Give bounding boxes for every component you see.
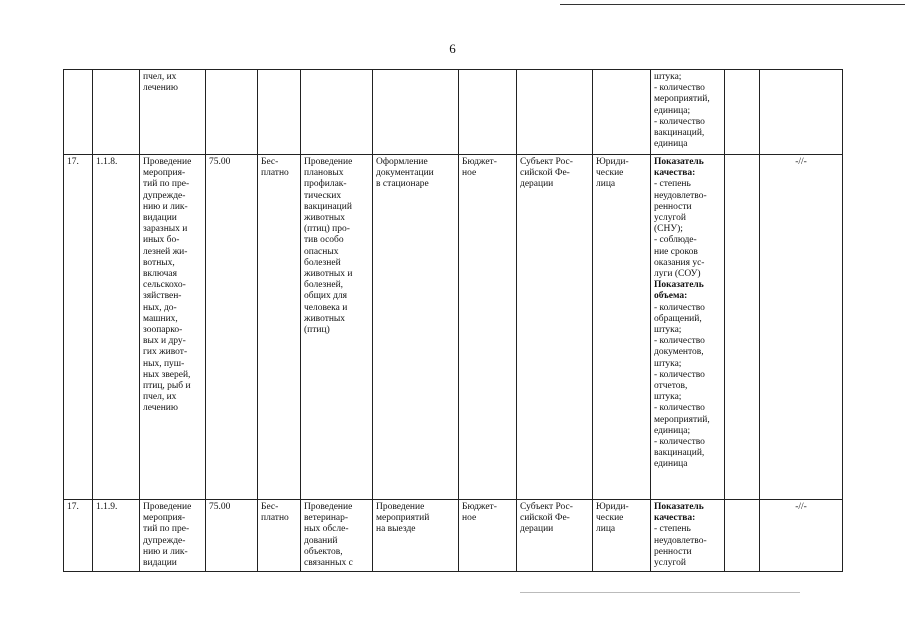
row-number: 17. xyxy=(64,155,93,500)
recipient: Юриди- ческие лица xyxy=(593,155,651,500)
table-row xyxy=(64,500,843,572)
service-name: Проведение мероприя- тий по пре- дупрежде- нию и лик- видации заразных и иных бо- лезней жи- вотных, включая сельскохо- зяйствен- ных, до- машних, зоопарко- вых и дру- гих живот- ных, пуш- ных зверей, птиц, рыб и пчел, их лечению xyxy=(140,155,206,500)
service-form: Проведение мероприятий на выезде xyxy=(373,500,459,572)
service-code: 1.1.9. xyxy=(93,500,140,572)
recipient: Юриди- ческие лица xyxy=(593,500,651,572)
service-name: пчел, их лечению xyxy=(140,70,206,155)
table-row xyxy=(64,155,843,500)
indicators: Показатель качества: - степень неудовлетво- ренности услугой (СНУ); - соблюде- ние сроков оказания ус- луги (СОУ) Показатель объема: - количество обращений, штука; - количество документов, штука; - количество отчетов, штука; - количество мероприятий, единица; - количество вакцинаций, единица xyxy=(651,155,725,500)
budget-type: Бюджет- ное xyxy=(459,155,517,500)
extra-cell xyxy=(760,70,843,155)
empty-cell xyxy=(725,500,760,572)
services-table xyxy=(63,69,843,572)
budget-type: Бюджет- ное xyxy=(459,500,517,572)
row-number xyxy=(64,70,93,155)
payment-type: Бес- платно xyxy=(258,155,301,500)
bottom-rule xyxy=(520,592,800,593)
owner xyxy=(517,70,593,155)
payment-type xyxy=(258,70,301,155)
budget-type xyxy=(459,70,517,155)
empty-cell xyxy=(725,155,760,500)
owner: Субъект Рос- сийской Фе- дерации xyxy=(517,500,593,572)
extra-cell: -//- xyxy=(760,155,843,500)
empty-cell xyxy=(725,70,760,155)
service-content xyxy=(301,70,373,155)
service-value: 75.00 xyxy=(206,155,258,500)
page-number: 6 xyxy=(449,41,456,56)
service-name: Проведение мероприя- тий по пре- дупрежде- нию и лик- видации xyxy=(140,500,206,572)
owner: Субъект Рос- сийской Фе- дерации xyxy=(517,155,593,500)
row-number: 17. xyxy=(64,500,93,572)
payment-type: Бес- платно xyxy=(258,500,301,572)
top-rule xyxy=(560,4,905,5)
recipient xyxy=(593,70,651,155)
extra-cell: -//- xyxy=(760,500,843,572)
service-content: Проведение плановых профилак- тических вакцинаций животных (птиц) про- тив особо опасных болезней животных и болезней, общих для человека и животных (птиц) xyxy=(301,155,373,500)
indicators: Показатель качества: - степень неудовлетво- ренности услугой xyxy=(651,500,725,572)
service-code: 1.1.8. xyxy=(93,155,140,500)
table-row xyxy=(64,70,843,155)
service-value xyxy=(206,70,258,155)
service-code xyxy=(93,70,140,155)
service-value: 75.00 xyxy=(206,500,258,572)
service-form: Оформление документации в стационаре xyxy=(373,155,459,500)
service-form xyxy=(373,70,459,155)
indicators: штука; - количество мероприятий, единица; - количество вакцинаций, единица xyxy=(651,70,725,155)
service-content: Проведение ветеринар- ных обсле- дований объектов, связанных с xyxy=(301,500,373,572)
